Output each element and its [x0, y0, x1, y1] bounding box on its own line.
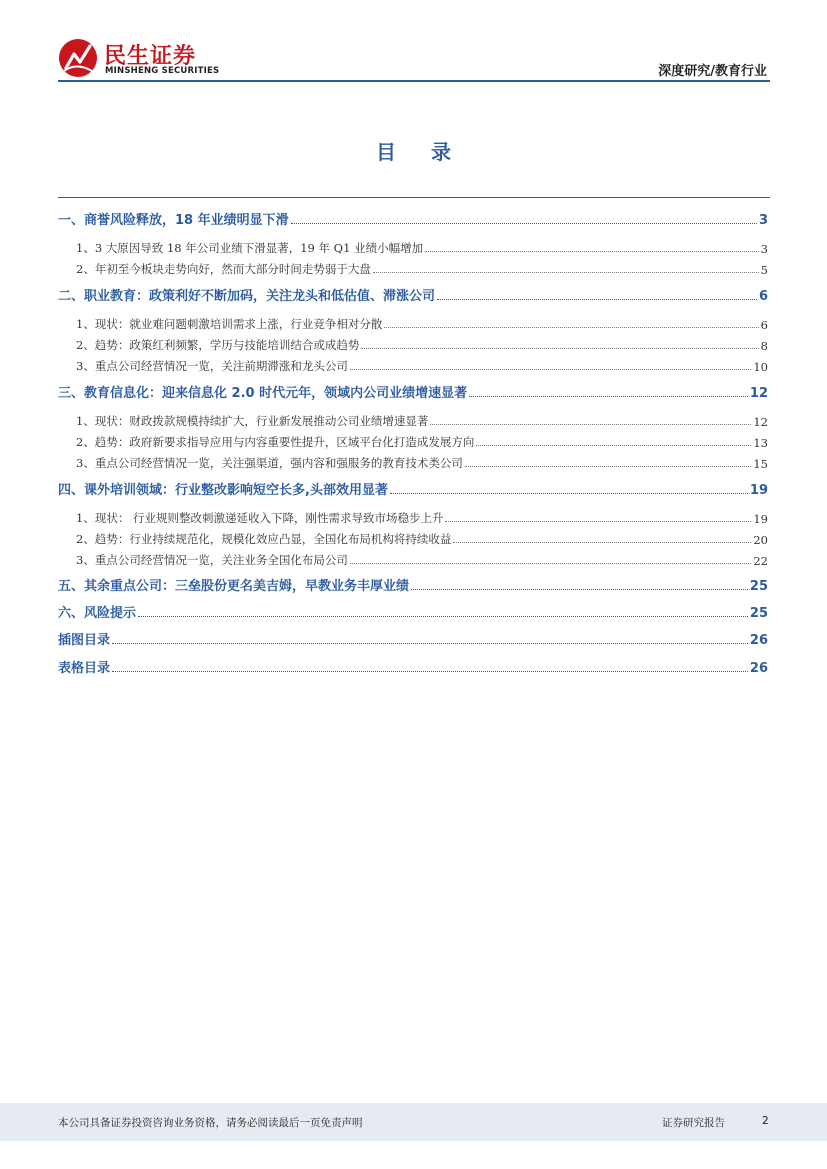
toc-entry-page: 25: [749, 579, 768, 594]
toc-entry-page: 26: [749, 633, 768, 648]
toc-entry-page: 6: [760, 318, 768, 332]
toc-entry-page: 12: [753, 415, 768, 429]
toc-leader-dots: [361, 347, 758, 349]
toc-section-entry[interactable]: [58, 379, 768, 401]
toc-entry-page: 5: [760, 263, 768, 277]
toc-subsection-entry[interactable]: [58, 352, 768, 374]
logo-english-name: MINSHENG SECURITIES: [105, 66, 220, 76]
toc-leader-dots: [465, 465, 752, 467]
toc-section-entry[interactable]: [58, 599, 768, 621]
toc-entry-label: 2、趋势：行业持续规范化，规模化效应凸显，全国化布局机构将持续收益: [76, 532, 452, 546]
footer-page-number: 2: [762, 1115, 769, 1127]
toc-subsection-entry[interactable]: [58, 546, 768, 568]
toc-entry-label: 插图目录: [58, 633, 111, 648]
toc-leader-dots: [445, 520, 751, 522]
toc-subsection-entry[interactable]: [58, 428, 768, 450]
toc-leader-dots: [411, 588, 748, 590]
logo-chinese-name: 民生证券: [104, 44, 197, 69]
toc-entry-page: 3: [760, 242, 768, 256]
page-footer: [0, 1103, 827, 1141]
toc-section-entry[interactable]: [58, 282, 768, 304]
toc-leader-dots: [291, 222, 757, 224]
toc-entry-label: 2、年初至今板块走势向好，然而大部分时间走势弱于大盘: [76, 262, 371, 276]
toc-leader-dots: [476, 444, 751, 446]
toc-entry-page: 8: [760, 339, 768, 353]
toc-entry-page: 6: [758, 289, 768, 304]
toc-entry-label: 四、课外培训领域：行业整改影响短空长多,头部效用显著: [58, 483, 388, 498]
toc-entry-label: 二、职业教育：政策利好不断加码，关注龙头和低估值、滞涨公司: [58, 289, 436, 304]
toc-entry-label: 六、风险提示: [58, 606, 137, 621]
toc-entry-page: 22: [753, 554, 768, 568]
toc-leader-dots: [373, 271, 759, 273]
toc-entry-page: 10: [753, 360, 768, 374]
toc-leader-dots: [437, 298, 757, 300]
toc-entry-label: 一、商誉风险释放，18 年业绩明显下滑: [58, 213, 289, 228]
toc-title: 目 录: [376, 140, 465, 164]
toc-entry-label: 2、趋势：政策红利频繁，学历与技能培训结合或成趋势: [76, 338, 360, 352]
toc-entry-page: 12: [749, 386, 768, 401]
toc-leader-dots: [453, 541, 751, 543]
toc-divider: [58, 197, 770, 198]
toc-entry-page: 20: [753, 533, 768, 547]
toc-entry-label: 三、教育信息化：迎来信息化 2.0 时代元年，领域内公司业绩增速显著: [58, 386, 468, 401]
report-category: 深度研究/教育行业: [658, 64, 767, 79]
toc-section-entry[interactable]: [58, 476, 768, 498]
toc-entry-label: 2、趋势：政府新要求指导应用与内容重要性提升，区域平台化打造成发展方向: [76, 435, 475, 449]
toc-entry-label: 1、现状：就业难问题刺激培训需求上涨，行业竞争相对分散: [76, 317, 383, 331]
toc-section-entry[interactable]: [58, 654, 768, 676]
toc-entry-page: 25: [749, 606, 768, 621]
toc-entry-label: 3、重点公司经营情况一览，关注强渠道，强内容和强服务的教育技术类公司: [76, 456, 463, 470]
toc-subsection-entry[interactable]: [58, 504, 768, 526]
toc-subsection-entry[interactable]: [58, 255, 768, 277]
toc-section-entry[interactable]: [58, 206, 768, 228]
toc-entry-label: 3、重点公司经营情况一览，关注前期滞涨和龙头公司: [76, 359, 348, 373]
toc-leader-dots: [384, 326, 758, 328]
toc-leader-dots: [112, 642, 748, 644]
toc-section-entry[interactable]: [58, 572, 768, 594]
minsheng-logo-icon: [58, 38, 98, 78]
toc-entry-label: 3、重点公司经营情况一览，关注业务全国化布局公司: [76, 553, 348, 567]
toc-entry-page: 26: [749, 661, 768, 676]
toc-leader-dots: [112, 670, 748, 672]
toc-subsection-entry[interactable]: [58, 449, 768, 471]
toc-entry-label: 表格目录: [58, 661, 111, 676]
toc-entry-page: 19: [753, 512, 768, 526]
toc-subsection-entry[interactable]: [58, 525, 768, 547]
toc-leader-dots: [350, 562, 752, 564]
toc-entry-page: 19: [749, 483, 768, 498]
minsheng-logo: [58, 38, 258, 80]
toc-entry-label: 1、现状： 行业规则整改刺激递延收入下降，刚性需求导致市场稳步上升: [76, 511, 444, 525]
toc-leader-dots: [469, 395, 748, 397]
header-divider: [58, 80, 770, 82]
footer-report-type: 证券研究报告: [662, 1117, 725, 1129]
toc-leader-dots: [430, 423, 751, 425]
toc-subsection-entry[interactable]: [58, 407, 768, 429]
toc-leader-dots: [350, 368, 752, 370]
toc-subsection-entry[interactable]: [58, 310, 768, 332]
page-header: [0, 0, 827, 82]
toc-leader-dots: [390, 492, 748, 494]
footer-disclaimer: 本公司具备证券投资咨询业务资格，请务必阅读最后一页免责声明: [58, 1117, 363, 1129]
toc-subsection-entry[interactable]: [58, 234, 768, 256]
toc-entry-label: 五、其余重点公司：三垒股份更名美吉姆，早教业务丰厚业绩: [58, 579, 410, 594]
toc-section-entry[interactable]: [58, 626, 768, 648]
toc-leader-dots: [138, 615, 748, 617]
toc-entry-label: 1、3 大原因导致 18 年公司业绩下滑显著，19 年 Q1 业绩小幅增加: [76, 241, 424, 255]
toc-entry-page: 15: [753, 457, 768, 471]
toc-entry-page: 3: [758, 213, 768, 228]
toc-subsection-entry[interactable]: [58, 331, 768, 353]
toc-entry-label: 1、现状：财政拨款规模持续扩大，行业新发展推动公司业绩增速显著: [76, 414, 429, 428]
toc-entry-page: 13: [753, 436, 768, 450]
toc-leader-dots: [425, 250, 759, 252]
